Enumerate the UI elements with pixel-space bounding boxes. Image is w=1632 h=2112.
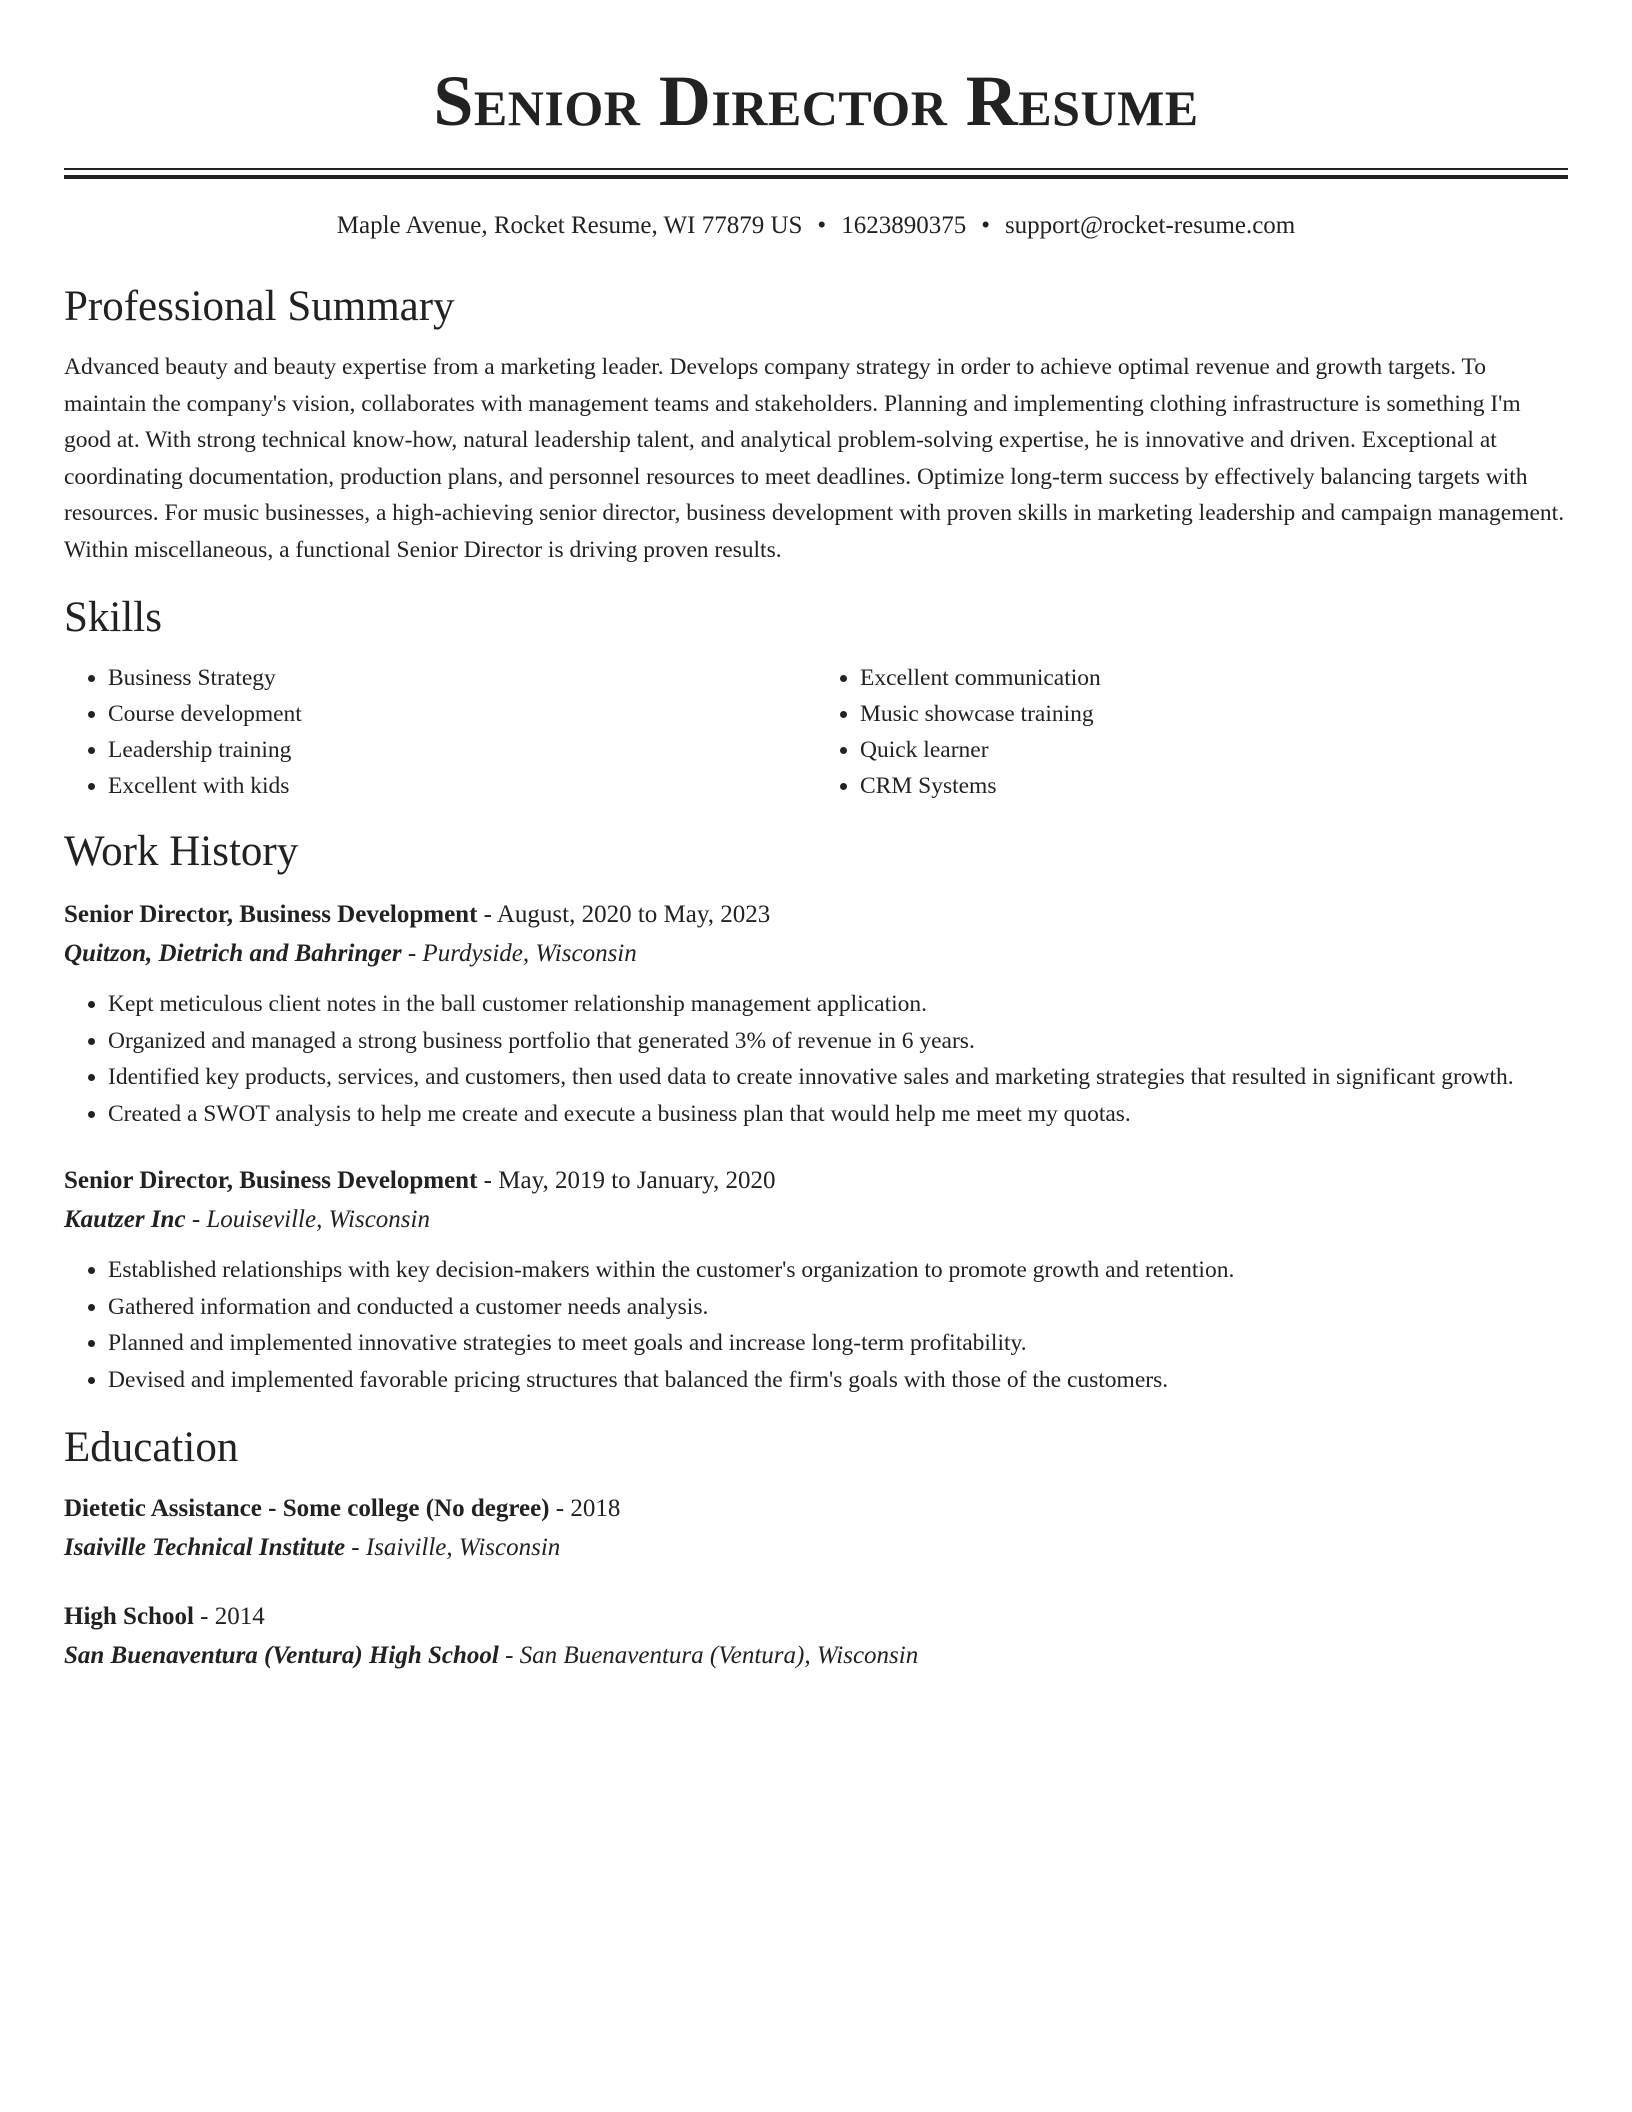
job-company-line [64, 934, 1568, 974]
job-entry [64, 896, 1568, 1132]
education-school-line [64, 1528, 1568, 1568]
skill-item: • Excellent communication [860, 660, 1568, 696]
job-bullet: • Identified key products, services, and customers, then used data to create innovative sales and marketing strategies that resulted in significant growth. [108, 1059, 1568, 1096]
job-bullets [64, 986, 1568, 1132]
education-school: San Buenaventura (Ventura) High School [64, 1642, 499, 1669]
job-bullet: • Gathered information and conducted a customer needs analysis. [108, 1289, 1568, 1326]
job-bullet: • Kept meticulous client notes in the ball customer relationship management application. [108, 986, 1568, 1023]
education-header [64, 1598, 1568, 1636]
job-dates: May, 2019 to January, 2020 [498, 1167, 776, 1194]
skills-list-right [816, 660, 1568, 804]
job-bullet: • Planned and implemented innovative strategies to meet goals and increase long-term profitability. [108, 1325, 1568, 1362]
job-role: Senior Director, Business Development [64, 1167, 478, 1194]
summary-text: Advanced beauty and beauty expertise from a marketing leader. Develops company strategy in order to achieve optimal revenue and growth targets. To maintain the company's vision, collaborates with management teams and stakeholders. Planning and implementing clothing infrastructure is something I'm good at. With strong technical know-how, natural leadership talent, and analytical problem-solving expertise, he is innovative and driven. Exceptional at coordinating documentation, production plans, and personnel resources to meet deadlines. Optimize long-term success by effectively balancing targets with resources. For music businesses, a high-achieving senior director, business development with proven skills in marketing leadership and campaign management. Within miscellaneous, a functional Senior Director is driving proven results. [64, 354, 1565, 563]
skill-item: • Excellent with kids [108, 768, 816, 804]
dash-separator: - [498, 1642, 520, 1669]
job-bullet: • Created a SWOT analysis to help me create and execute a business plan that would help me meet my quotas. [108, 1096, 1568, 1133]
contact-separator: • [817, 212, 827, 239]
education-header [64, 1490, 1568, 1528]
contact-separator: • [981, 212, 990, 239]
skill-item: • Leadership training [108, 732, 816, 768]
job-bullet: • Established relationships with key decision-makers within the customer's organization to promote growth and retention. [108, 1252, 1568, 1289]
job-header [64, 896, 1568, 934]
contact-address: Maple Avenue, Rocket Resume, WI 77879 US [336, 212, 803, 239]
section-title-work: Work History [64, 828, 299, 875]
skills-columns [64, 660, 1568, 804]
job-bullet: • Devised and implemented favorable pricing structures that balanced the firm's goals with those of the customers. [108, 1362, 1568, 1399]
education-location: San Buenaventura (Ventura), Wisconsin [519, 1642, 919, 1669]
section-title-education: Education [64, 1424, 239, 1471]
job-header [64, 1162, 1568, 1200]
dash-separator: - [185, 1206, 207, 1233]
education-year: 2018 [570, 1495, 621, 1522]
job-location: Purdyside, Wisconsin [422, 940, 637, 967]
contact-phone: 1623890375 [841, 212, 967, 239]
job-company-line [64, 1200, 1568, 1240]
skill-item: • CRM Systems [860, 768, 1568, 804]
dash-separator: - [401, 940, 423, 967]
job-bullets [64, 1252, 1568, 1398]
education-year: 2014 [214, 1603, 265, 1630]
skills-list-left [64, 660, 816, 804]
skill-item: • Course development [108, 696, 816, 732]
title-double-rule [64, 168, 1568, 179]
dash-separator: - [193, 1603, 215, 1630]
skill-item: • Music showcase training [860, 696, 1568, 732]
job-company: Quitzon, Dietrich and Bahringer [64, 940, 402, 967]
job-company: Kautzer Inc [64, 1206, 186, 1233]
job-location: Louiseville, Wisconsin [206, 1206, 430, 1233]
job-dates: August, 2020 to May, 2023 [496, 901, 771, 928]
skill-item: • Quick learner [860, 732, 1568, 768]
job-bullet: • Organized and managed a strong business portfolio that generated 3% of revenue in 6 years. [108, 1023, 1568, 1060]
section-title-summary: Professional Summary [64, 283, 455, 330]
education-school: Isaiville Technical Institute [64, 1534, 346, 1561]
education-entry [64, 1490, 1568, 1568]
dash-separator: - [549, 1495, 571, 1522]
education-school-line [64, 1636, 1568, 1676]
education-degree: High School [64, 1603, 194, 1630]
contact-line [64, 209, 1568, 243]
dash-separator: - [345, 1534, 366, 1561]
contact-email: support@rocket-resume.com [1004, 212, 1296, 239]
education-location: Isaiville, Wisconsin [365, 1534, 561, 1561]
resume-title: Senior Director Resume [433, 61, 1199, 141]
dash-separator: - [477, 1167, 499, 1194]
skill-item: • Business Strategy [108, 660, 816, 696]
job-role: Senior Director, Business Development [64, 901, 478, 928]
education-entry [64, 1598, 1568, 1676]
job-entry [64, 1162, 1568, 1398]
dash-separator: - [477, 901, 497, 928]
section-title-skills: Skills [64, 594, 162, 641]
education-degree: Dietetic Assistance - Some college (No degree) [64, 1495, 550, 1522]
